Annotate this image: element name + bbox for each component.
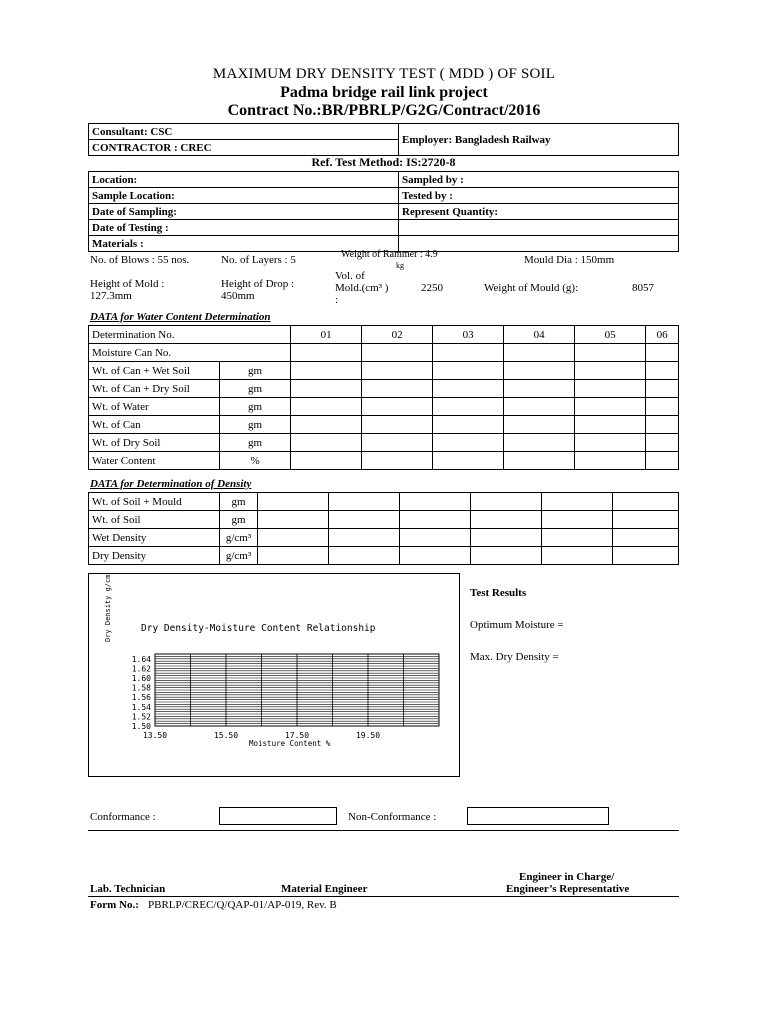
y-tick-label: 1.58: [131, 683, 151, 693]
data-cell[interactable]: [329, 547, 400, 565]
data-cell[interactable]: [504, 344, 575, 362]
data-cell[interactable]: [433, 380, 504, 398]
data-cell[interactable]: [433, 344, 504, 362]
data-cell[interactable]: [504, 434, 575, 452]
data-cell[interactable]: [613, 511, 679, 529]
blows: No. of Blows : 55 nos.: [90, 254, 190, 266]
data-cell[interactable]: [433, 452, 504, 470]
y-tick-label: 1.64: [131, 654, 151, 664]
col-header: 05: [575, 326, 646, 344]
divider: [88, 830, 679, 831]
data-cell[interactable]: [362, 362, 433, 380]
table-row: [89, 380, 679, 398]
consultant-cell: Consultant: CSC: [89, 124, 399, 140]
data-cell[interactable]: [433, 416, 504, 434]
y-tick-label: 1.60: [131, 674, 151, 683]
data-cell[interactable]: [258, 493, 329, 511]
row-unit: gm: [220, 398, 291, 416]
divider-2: [88, 896, 679, 897]
data-cell[interactable]: [291, 344, 362, 362]
data-cell[interactable]: [613, 547, 679, 565]
blank-field: [399, 220, 679, 236]
x-tick-label: 17.50: [284, 731, 310, 740]
data-cell[interactable]: [400, 547, 471, 565]
data-cell[interactable]: [329, 493, 400, 511]
row-unit: gm: [220, 416, 291, 434]
row-label: Wt. of Water: [89, 398, 220, 416]
form-no-label: Form No.:: [90, 899, 139, 911]
data-cell[interactable]: [646, 380, 679, 398]
data-cell[interactable]: [362, 344, 433, 362]
data-cell[interactable]: [291, 452, 362, 470]
data-cell[interactable]: [646, 416, 679, 434]
data-cell[interactable]: [400, 529, 471, 547]
table-header-row: [89, 326, 679, 344]
chart-frame: [88, 573, 460, 777]
y-tick-label: 1.54: [131, 702, 151, 712]
conformance-box[interactable]: [219, 807, 337, 825]
data-cell[interactable]: [329, 511, 400, 529]
data-cell[interactable]: [504, 398, 575, 416]
data-cell[interactable]: [291, 362, 362, 380]
height-mold-value: 127.3mm: [90, 290, 132, 302]
data-cell[interactable]: [258, 511, 329, 529]
table-row: [89, 344, 679, 362]
table-row: [89, 493, 679, 511]
row-unit: gm: [220, 434, 291, 452]
rammer-unit: kg: [396, 261, 404, 270]
sampled-by-field: Sampled by :: [399, 172, 679, 188]
height-mold-label: Height of Mold :: [90, 278, 165, 290]
data-cell[interactable]: [613, 493, 679, 511]
vol-value: 2250: [421, 282, 443, 294]
data-cell[interactable]: [504, 416, 575, 434]
data-cell[interactable]: [291, 434, 362, 452]
x-tick-label: 19.50: [355, 731, 381, 740]
row-label: Wt. of Soil + Mould: [89, 493, 220, 511]
engineer-representative: Engineer’s Representative: [506, 883, 630, 895]
table-row: [89, 416, 679, 434]
non-conformance-label: Non-Conformance :: [348, 811, 437, 823]
col-header: 01: [291, 326, 362, 344]
data-cell[interactable]: [646, 344, 679, 362]
conformance-label: Conformance :: [90, 811, 156, 823]
table-row: [89, 452, 679, 470]
y-tick-label: 1.50: [131, 722, 151, 731]
row-label: Wt. of Soil: [89, 511, 220, 529]
row-label: Wt. of Can + Dry Soil: [89, 380, 220, 398]
blank-field-2: [399, 236, 679, 252]
represent-quantity-field: Represent Quantity:: [399, 204, 679, 220]
sample-location-field: Sample Location:: [89, 188, 399, 204]
lab-technician: Lab. Technician: [90, 883, 166, 895]
mould-weight-value: 8057: [632, 282, 654, 294]
data-cell[interactable]: [575, 380, 646, 398]
water-section-title: DATA for Water Content Determination: [90, 311, 271, 323]
row-label: Moisture Can No.: [89, 344, 291, 362]
table-row: [89, 398, 679, 416]
table-row: [89, 529, 679, 547]
tested-by-field: Tested by :: [399, 188, 679, 204]
mould-weight-label: Weight of Mould (g):: [484, 282, 579, 294]
col-header: 04: [504, 326, 575, 344]
table-row: [89, 362, 679, 380]
data-cell[interactable]: [362, 380, 433, 398]
table-row: [89, 434, 679, 452]
data-cell[interactable]: [471, 493, 542, 511]
y-tick-label: 1.56: [131, 693, 151, 703]
row-unit: g/cm³: [220, 529, 258, 547]
data-cell[interactable]: [646, 452, 679, 470]
data-cell[interactable]: [433, 398, 504, 416]
date-sampling-field: Date of Sampling:: [89, 204, 399, 220]
form-title: MAXIMUM DRY DENSITY TEST ( MDD ) OF SOIL: [212, 66, 556, 82]
row-label: Wet Density: [89, 529, 220, 547]
engineer-in-charge: Engineer in Charge/: [519, 871, 615, 883]
row-unit: gm: [220, 380, 291, 398]
data-cell[interactable]: [542, 493, 613, 511]
data-cell[interactable]: [258, 529, 329, 547]
row-label: Wt. of Can: [89, 416, 220, 434]
contractor-cell: CONTRACTOR : CREC: [89, 140, 399, 156]
data-cell[interactable]: [362, 398, 433, 416]
test-results-title: Test Results: [470, 587, 527, 599]
data-cell[interactable]: [575, 398, 646, 416]
height-drop-label: Height of Drop :: [221, 278, 295, 290]
y-tick-label: 1.52: [131, 712, 151, 722]
vol-label-a: Vol. of: [335, 270, 365, 282]
x-tick-label: 15.50: [213, 731, 239, 740]
parties-table: [88, 123, 679, 156]
row-label: Dry Density: [89, 547, 220, 565]
date-testing-field: Date of Testing :: [89, 220, 399, 236]
data-cell[interactable]: [575, 362, 646, 380]
mould-dia: Mould Dia : 150mm: [524, 254, 615, 266]
data-cell[interactable]: [471, 529, 542, 547]
layers: No. of Layers : 5: [221, 254, 296, 266]
water-content-table: [88, 325, 679, 470]
data-cell[interactable]: [575, 344, 646, 362]
data-cell[interactable]: [542, 529, 613, 547]
data-cell[interactable]: [362, 434, 433, 452]
ref-test-method: Ref. Test Method: IS:2720-8: [311, 155, 456, 169]
data-cell[interactable]: [504, 380, 575, 398]
data-cell[interactable]: [291, 380, 362, 398]
data-cell[interactable]: [291, 398, 362, 416]
vol-label-c: :: [335, 294, 339, 306]
x-tick-label: 13.50: [142, 731, 168, 740]
data-cell[interactable]: [542, 547, 613, 565]
optimum-moisture: Optimum Moisture =: [470, 619, 564, 631]
chart-plot-area: [132, 654, 439, 740]
data-cell[interactable]: [575, 416, 646, 434]
height-drop-value: 450mm: [221, 290, 255, 302]
rammer-weight: Weight of Rammer : 4.9: [341, 249, 438, 260]
row-unit: gm: [220, 511, 258, 529]
row-unit: %: [220, 452, 291, 470]
determination-label: Determination No.: [89, 326, 291, 344]
chart-x-axis-label: Moisture Content %: [249, 739, 331, 748]
data-cell[interactable]: [613, 529, 679, 547]
chart-y-axis-label: Dry Density g/cm3: [104, 574, 112, 642]
max-dry-density: Max. Dry Density =: [470, 651, 559, 663]
density-section-title: DATA for Determination of Density: [90, 478, 252, 490]
form-no-value: PBRLP/CREC/Q/QAP-01/AP-019, Rev. B: [148, 899, 337, 911]
vol-label-b: Mold.(cm³ ): [335, 282, 389, 294]
location-field: Location:: [89, 172, 399, 188]
data-cell[interactable]: [504, 362, 575, 380]
col-header: 06: [646, 326, 679, 344]
y-tick-label: 1.62: [131, 664, 151, 674]
row-label: Water Content: [89, 452, 220, 470]
row-label: Wt. of Dry Soil: [89, 434, 220, 452]
table-row: [89, 511, 679, 529]
data-cell[interactable]: [291, 416, 362, 434]
row-label: Wt. of Can + Wet Soil: [89, 362, 220, 380]
chart-title: Dry Density-Moisture Content Relationship: [141, 623, 376, 634]
density-table: [88, 492, 679, 565]
data-cell[interactable]: [362, 452, 433, 470]
sample-info-table: [88, 171, 679, 252]
data-cell[interactable]: [471, 547, 542, 565]
data-cell[interactable]: [433, 362, 504, 380]
non-conformance-box[interactable]: [467, 807, 609, 825]
data-cell[interactable]: [504, 452, 575, 470]
data-cell[interactable]: [329, 529, 400, 547]
data-cell[interactable]: [400, 493, 471, 511]
project-name: Padma bridge rail link project: [280, 84, 488, 101]
data-cell[interactable]: [646, 362, 679, 380]
table-row: [89, 547, 679, 565]
data-cell[interactable]: [400, 511, 471, 529]
col-header: 02: [362, 326, 433, 344]
data-cell[interactable]: [542, 511, 613, 529]
row-unit: gm: [220, 493, 258, 511]
row-unit: g/cm³: [220, 547, 258, 565]
data-cell[interactable]: [362, 416, 433, 434]
contract-no: Contract No.:BR/PBRLP/G2G/Contract/2016: [227, 102, 541, 119]
data-cell[interactable]: [646, 398, 679, 416]
data-cell[interactable]: [258, 547, 329, 565]
data-cell[interactable]: [433, 434, 504, 452]
row-unit: gm: [220, 362, 291, 380]
moisture-density-chart: [89, 574, 459, 776]
data-cell[interactable]: [646, 434, 679, 452]
employer-cell: Employer: Bangladesh Railway: [399, 124, 679, 156]
data-cell[interactable]: [471, 511, 542, 529]
material-engineer: Material Engineer: [281, 883, 368, 895]
data-cell[interactable]: [575, 434, 646, 452]
data-cell[interactable]: [575, 452, 646, 470]
materials-field: Materials :: [89, 236, 399, 252]
col-header: 03: [433, 326, 504, 344]
